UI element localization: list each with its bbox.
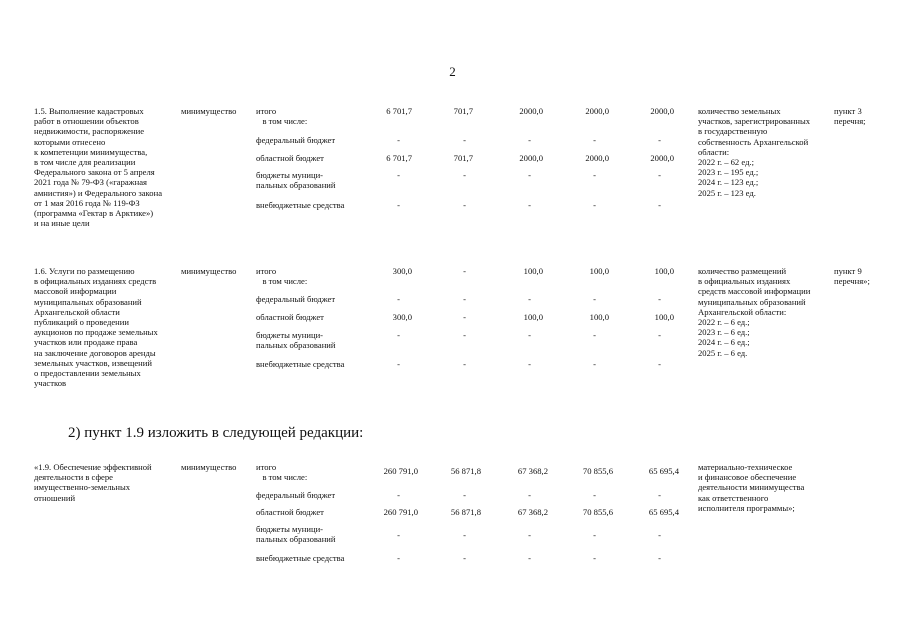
source-label: бюджеты муници- пальных образований [256,330,336,351]
value-cell: - [528,553,531,563]
value-cell: - [658,200,661,210]
source-label: внебюджетные средства [256,359,345,369]
row-name: 1.5. Выполнение кадастровых работ в отношении объектов недвижимости, распоряжение которыми отнесено к компетенции минимущества, в том числе для реализации Федерального закона от 5 апреля 2021 года № 79-ФЗ («гаражная амнистия») и Федерального закона от 1 мая 2016 года № 119-ФЗ (программа «Гектар в Арктике») и на иные цели [34,106,163,229]
value-cell: - [593,530,596,540]
value-cell: - [397,553,400,563]
source-label: внебюджетные средства [256,553,345,563]
value-cell: - [463,330,466,340]
source-label: областной бюджет [256,312,324,322]
value-cell: - [658,359,661,369]
value-cell: 701,7 [453,106,473,116]
value-cell: 100,0 [589,312,609,322]
value-cell: - [528,359,531,369]
value-cell: - [528,200,531,210]
value-cell: - [397,135,400,145]
value-cell: - [463,312,466,322]
value-cell: 65 695,4 [648,466,679,476]
value-cell: - [658,294,661,304]
value-cell: 100,0 [654,312,674,322]
source-label: бюджеты муници- пальных образований [256,170,336,191]
row-executor: минимущество [181,266,237,276]
value-cell: - [658,490,661,500]
value-cell: - [593,170,596,180]
value-cell: - [593,553,596,563]
value-cell: 67 368,2 [517,466,548,476]
value-cell: - [463,200,466,210]
value-cell: - [658,135,661,145]
value-cell: - [397,330,400,340]
source-label: итого в том числе: [256,462,308,483]
row-ref: пункт 3 перечня; [834,106,866,127]
value-cell: - [593,294,596,304]
value-cell: 300,0 [392,312,412,322]
value-cell: 70 855,6 [582,466,613,476]
value-cell: 260 791,0 [383,507,418,517]
value-cell: - [528,135,531,145]
source-label: областной бюджет [256,153,324,163]
value-cell: - [593,330,596,340]
value-cell: 260 791,0 [383,466,418,476]
value-cell: - [463,490,466,500]
value-cell: - [658,170,661,180]
value-cell: - [397,530,400,540]
value-cell: 100,0 [654,266,674,276]
value-cell: 100,0 [523,266,543,276]
value-cell: 6 701,7 [386,106,412,116]
value-cell: - [463,170,466,180]
value-cell: - [528,330,531,340]
value-cell: - [593,490,596,500]
amendment-heading: 2) пункт 1.9 изложить в следующей редакции: [68,425,364,441]
value-cell: 100,0 [523,312,543,322]
row-indicator: материально-техническое и финансовое обеспечение деятельности минимущества как ответственного исполнителя программы»; [698,462,805,513]
value-cell: 70 855,6 [582,507,613,517]
source-label: федеральный бюджет [256,490,336,500]
value-cell: 65 695,4 [648,507,679,517]
value-cell: - [397,359,400,369]
value-cell: 67 368,2 [517,507,548,517]
value-cell: - [397,490,400,500]
value-cell: 2000,0 [519,106,543,116]
value-cell: - [463,530,466,540]
value-cell: - [528,530,531,540]
row-executor: минимущество [181,106,237,116]
value-cell: - [658,553,661,563]
row-indicator: количество размещений в официальных изданиях средств массовой информации муниципальных образований Архангельской области: 2022 г. – 6 ед.; 2023 г. – 6 ед.; 2024 г. – 6 ед.; 2025 г. – 6 ед. [698,266,811,358]
source-label: внебюджетные средства [256,200,345,210]
value-cell: - [593,359,596,369]
source-label: федеральный бюджет [256,135,336,145]
value-cell: 6 701,7 [386,153,412,163]
value-cell: - [463,294,466,304]
value-cell: 2000,0 [519,153,543,163]
value-cell: 2000,0 [585,106,609,116]
source-label: бюджеты муници- пальных образований [256,524,336,545]
value-cell: 701,7 [453,153,473,163]
value-cell: - [397,200,400,210]
value-cell: 56 871,8 [450,507,481,517]
source-label: итого в том числе: [256,266,308,287]
source-label: федеральный бюджет [256,294,336,304]
row-name: 1.6. Услуги по размещению в официальных изданиях средств массовой информации муниципальных образований Архангельской области публикаций о проведении аукционов по продаже земельных участков или продаже права на заключение договоров аренды земельных участков, извещений о предоставлении земельных участков [34,266,158,389]
value-cell: - [593,135,596,145]
value-cell: - [528,490,531,500]
value-cell: - [463,359,466,369]
value-cell: - [463,553,466,563]
page-number: 2 [449,64,456,79]
value-cell: - [593,200,596,210]
value-cell: 56 871,8 [450,466,481,476]
value-cell: - [463,135,466,145]
value-cell: - [528,170,531,180]
value-cell: - [658,330,661,340]
value-cell: 2000,0 [650,153,674,163]
row-executor: минимущество [181,462,237,472]
value-cell: - [528,294,531,304]
value-cell: - [463,266,466,276]
value-cell: 300,0 [392,266,412,276]
value-cell: - [397,170,400,180]
value-cell: - [658,530,661,540]
row-name: «1.9. Обеспечение эффективной деятельности в сфере имущественно-земельных отношений [34,462,152,503]
value-cell: 100,0 [589,266,609,276]
source-label: итого в том числе: [256,106,308,127]
source-label: областной бюджет [256,507,324,517]
row-ref: пункт 9 перечня»; [834,266,870,287]
row-indicator: количество земельных участков, зарегистрированных в государственную собственность Архангельской области: 2022 г. – 62 ед.; 2023 г. – 195 ед.; 2024 г. – 123 ед.; 2025 г. – 123 ед. [698,106,811,198]
value-cell: 2000,0 [650,106,674,116]
value-cell: 2000,0 [585,153,609,163]
value-cell: - [397,294,400,304]
